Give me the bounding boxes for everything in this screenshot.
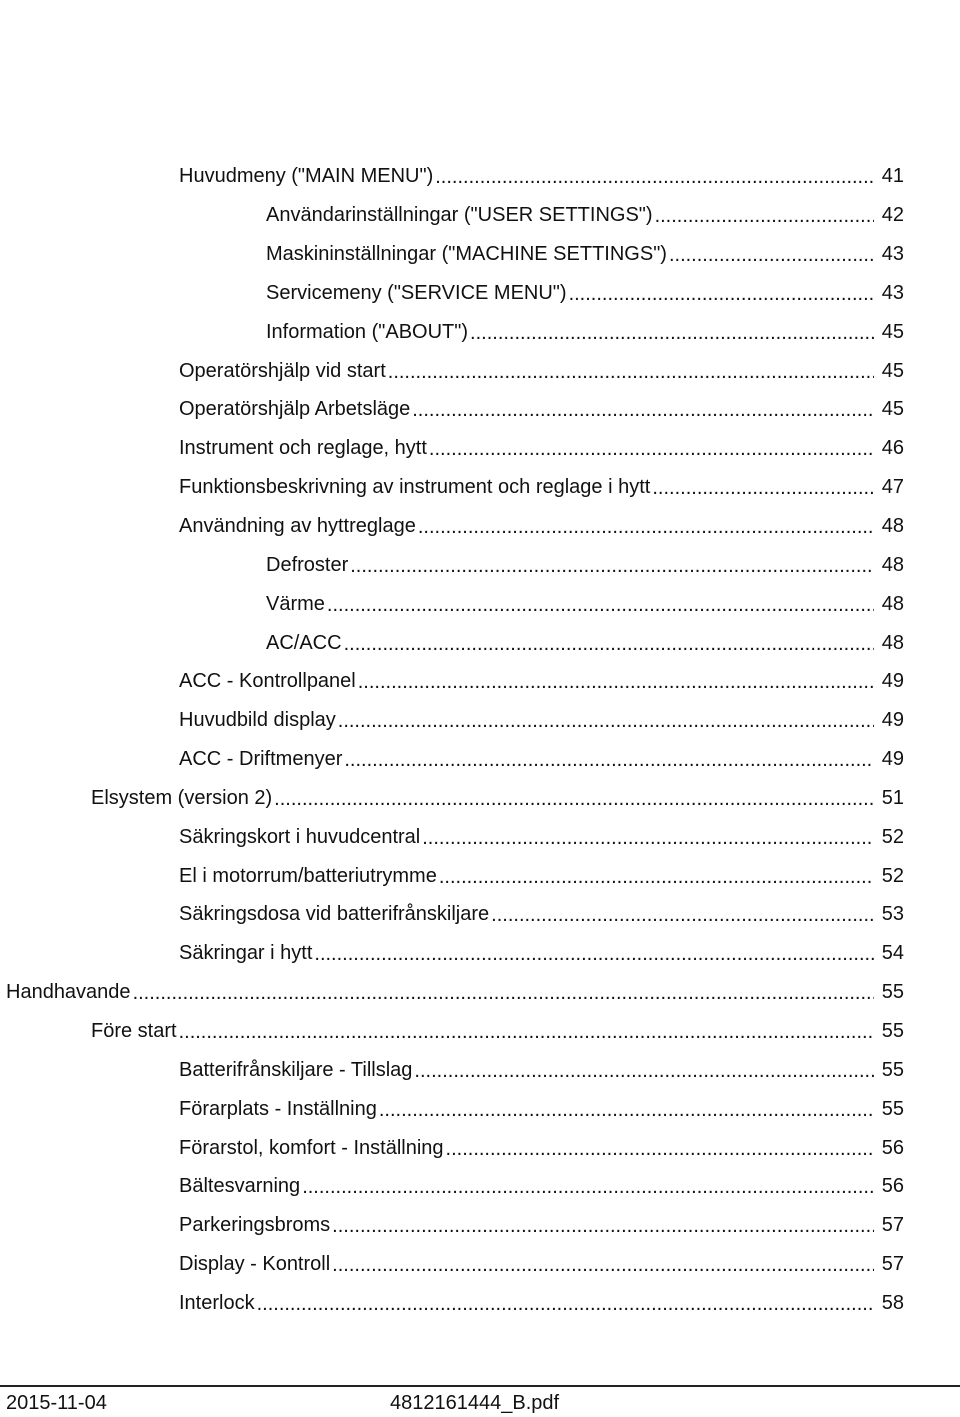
footer-date: 2015-11-04: [6, 1392, 107, 1414]
toc-entry-title: Huvudbild display: [179, 709, 336, 732]
toc-dot-leader: [669, 243, 874, 267]
toc-entry-title: Batterifrånskiljare - Tillslag: [179, 1058, 413, 1081]
toc-entry[interactable]: [0, 623, 960, 662]
toc-entry[interactable]: [0, 545, 960, 584]
toc-entry-title: Operatörshjälp Arbetsläge: [179, 398, 411, 421]
toc-dot-leader: [133, 981, 874, 1005]
toc-entry-page-number: 58: [881, 1291, 904, 1314]
toc-entry-title: Säkringar i hytt: [179, 942, 313, 965]
toc-dot-leader: [414, 1059, 874, 1083]
toc-entry[interactable]: [0, 1245, 960, 1284]
toc-entry-page-number: 45: [881, 359, 904, 382]
toc-entry-title: Förarstol, komfort - Inställning: [179, 1136, 444, 1159]
toc-entry-title: Servicemeny ("SERVICE MENU"): [266, 281, 567, 304]
toc-dot-leader: [418, 515, 874, 539]
toc-entry-page-number: 52: [881, 864, 904, 887]
toc-entry-page-number: 55: [881, 981, 904, 1004]
toc-dot-leader: [257, 1292, 874, 1316]
toc-entry[interactable]: [0, 1283, 960, 1322]
toc-entry-page-number: 43: [881, 243, 904, 266]
toc-entry-title: Display - Kontroll: [179, 1253, 331, 1276]
toc-entry-page-number: 49: [881, 709, 904, 732]
toc-entry-page-number: 45: [881, 320, 904, 343]
toc-entry[interactable]: [0, 351, 960, 390]
toc-entry[interactable]: [0, 429, 960, 468]
toc-entry-page-number: 41: [881, 165, 904, 188]
toc-entry-page-number: 55: [881, 1058, 904, 1081]
toc-dot-leader: [470, 321, 874, 345]
toc-entry[interactable]: [0, 157, 960, 196]
toc-entry-title: ACC - Driftmenyer: [179, 748, 343, 771]
toc-dot-leader: [350, 554, 874, 578]
toc-entry[interactable]: [0, 856, 960, 895]
toc-entry-title: Maskininställningar ("MACHINE SETTINGS"): [266, 243, 667, 266]
toc-entry-title: Användarinställningar ("USER SETTINGS"): [266, 204, 653, 227]
toc-entry-title: Parkeringsbroms: [179, 1214, 331, 1237]
toc-entry-title: Användning av hyttreglage: [179, 515, 416, 538]
toc-dot-leader: [388, 360, 874, 384]
toc-entry-page-number: 56: [881, 1136, 904, 1159]
toc-dot-leader: [358, 670, 874, 694]
toc-entry-title: Defroster: [266, 553, 349, 576]
toc-entry[interactable]: [0, 740, 960, 779]
toc-dot-leader: [274, 787, 874, 811]
toc-entry-title: Operatörshjälp vid start: [179, 359, 386, 382]
footer-filename: 4812161444_B.pdf: [390, 1392, 560, 1414]
toc-entry-title: Handhavande: [6, 981, 131, 1004]
toc-entry[interactable]: [0, 895, 960, 934]
toc-dot-leader: [652, 476, 874, 500]
toc-entry-title: Förarplats - Inställning: [179, 1097, 377, 1120]
toc-entry-page-number: 49: [881, 748, 904, 771]
toc-entry[interactable]: [0, 235, 960, 274]
toc-entry-page-number: 55: [881, 1097, 904, 1120]
table-of-contents: [0, 157, 960, 1322]
toc-dot-leader: [332, 1214, 874, 1238]
footer-divider: [0, 1385, 960, 1387]
toc-entry-title: Information ("ABOUT"): [266, 320, 469, 343]
toc-entry-page-number: 45: [881, 398, 904, 421]
toc-entry-title: AC/ACC: [266, 631, 342, 654]
toc-entry-title: El i motorrum/batteriutrymme: [179, 864, 437, 887]
toc-entry-page-number: 56: [881, 1175, 904, 1198]
toc-dot-leader: [429, 437, 874, 461]
toc-entry-page-number: 42: [881, 204, 904, 227]
toc-entry[interactable]: [0, 1167, 960, 1206]
toc-dot-leader: [439, 865, 874, 889]
toc-entry-page-number: 57: [881, 1253, 904, 1276]
toc-dot-leader: [412, 398, 874, 422]
toc-entry-title: Elsystem (version 2): [91, 786, 273, 809]
toc-dot-leader: [569, 282, 874, 306]
toc-entry[interactable]: [0, 507, 960, 546]
toc-entry[interactable]: [0, 779, 960, 818]
toc-entry[interactable]: [0, 934, 960, 973]
toc-entry-title: Före start: [91, 1019, 177, 1042]
toc-entry[interactable]: [0, 312, 960, 351]
toc-dot-leader: [332, 1253, 874, 1277]
toc-dot-leader: [446, 1137, 874, 1161]
toc-entry[interactable]: [0, 973, 960, 1012]
toc-entry[interactable]: [0, 390, 960, 429]
toc-entry-page-number: 49: [881, 670, 904, 693]
toc-entry-title: Interlock: [179, 1291, 255, 1314]
toc-entry-page-number: 55: [881, 1019, 904, 1042]
toc-entry[interactable]: [0, 468, 960, 507]
toc-dot-leader: [655, 204, 874, 228]
toc-dot-leader: [379, 1098, 874, 1122]
toc-entry-page-number: 48: [881, 631, 904, 654]
toc-entry-title: Bältesvarning: [179, 1175, 301, 1198]
toc-dot-leader: [422, 826, 874, 850]
toc-entry-page-number: 53: [881, 903, 904, 926]
toc-dot-leader: [314, 942, 874, 966]
toc-entry[interactable]: [0, 1012, 960, 1051]
toc-dot-leader: [338, 709, 874, 733]
toc-entry-title: Värme: [266, 592, 325, 615]
toc-dot-leader: [491, 903, 874, 927]
toc-entry[interactable]: [0, 274, 960, 313]
toc-entry[interactable]: [0, 196, 960, 235]
toc-dot-leader: [327, 593, 874, 617]
toc-entry-page-number: 48: [881, 592, 904, 615]
toc-entry[interactable]: [0, 584, 960, 623]
toc-entry[interactable]: [0, 662, 960, 701]
toc-entry-page-number: 46: [881, 437, 904, 460]
toc-dot-leader: [344, 632, 874, 656]
toc-entry-title: Säkringsdosa vid batterifrånskiljare: [179, 903, 490, 926]
toc-dot-leader: [435, 165, 874, 189]
toc-entry-page-number: 47: [881, 476, 904, 499]
toc-entry-title: Funktionsbeskrivning av instrument och reglage i hytt: [179, 476, 651, 499]
toc-entry-title: Säkringskort i huvudcentral: [179, 825, 421, 848]
toc-dot-leader: [179, 1020, 874, 1044]
toc-entry-title: Instrument och reglage, hytt: [179, 437, 427, 460]
toc-entry-title: ACC - Kontrollpanel: [179, 670, 356, 693]
toc-entry[interactable]: [0, 701, 960, 740]
toc-entry-page-number: 48: [881, 515, 904, 538]
page-footer: [0, 1390, 960, 1416]
toc-entry-title: Huvudmeny ("MAIN MENU"): [179, 165, 434, 188]
toc-dot-leader: [302, 1175, 874, 1199]
toc-entry-page-number: 43: [881, 281, 904, 304]
toc-entry-page-number: 57: [881, 1214, 904, 1237]
toc-entry[interactable]: [0, 1206, 960, 1245]
toc-entry-page-number: 52: [881, 825, 904, 848]
toc-entry[interactable]: [0, 1050, 960, 1089]
toc-entry-page-number: 54: [881, 942, 904, 965]
toc-entry-page-number: 51: [881, 786, 904, 809]
toc-entry[interactable]: [0, 1128, 960, 1167]
toc-entry[interactable]: [0, 1089, 960, 1128]
toc-entry-page-number: 48: [881, 553, 904, 576]
toc-dot-leader: [344, 748, 874, 772]
toc-entry[interactable]: [0, 817, 960, 856]
